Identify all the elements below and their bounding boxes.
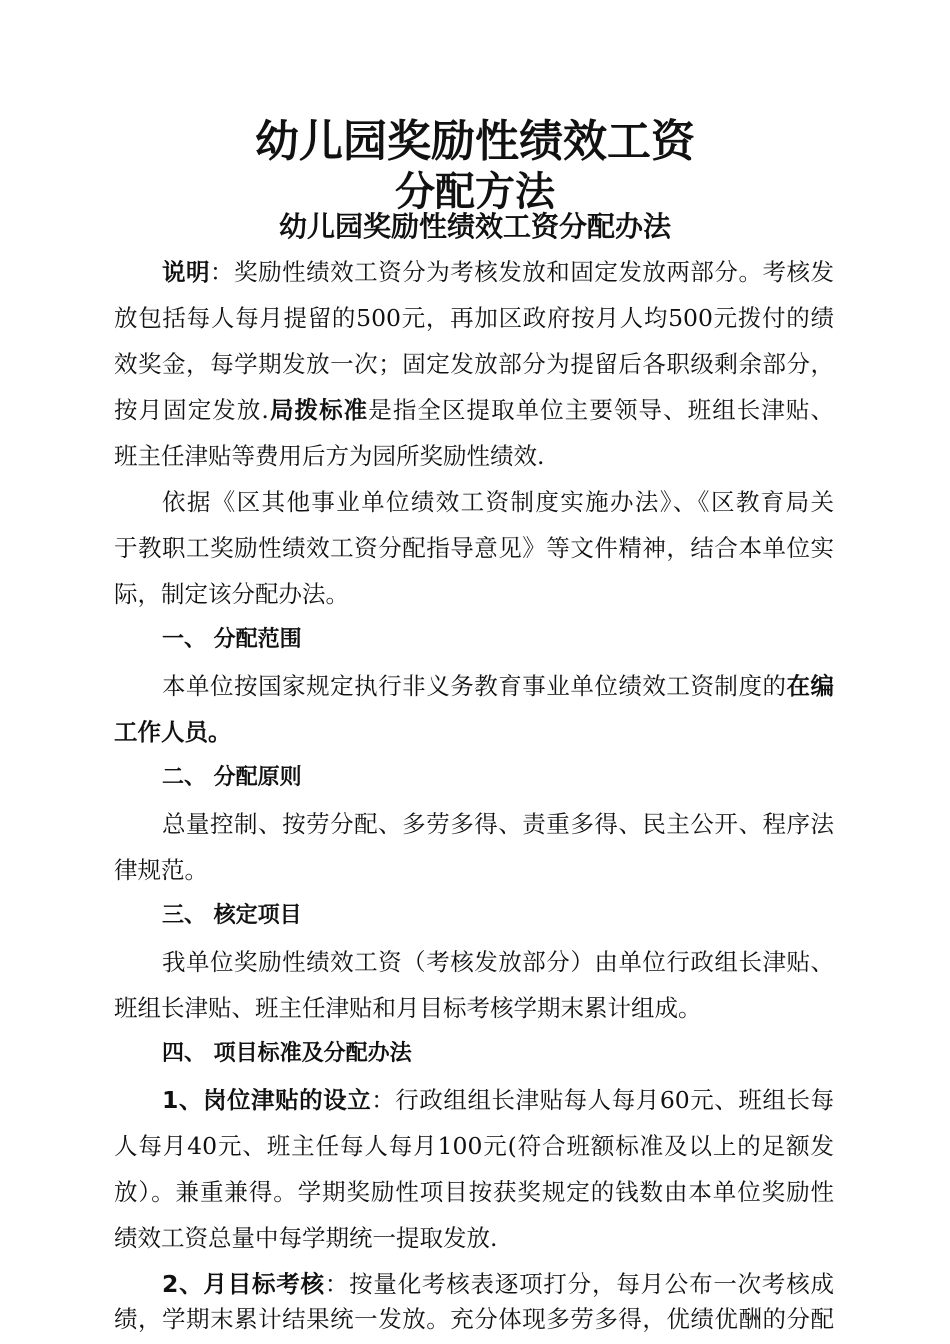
note-paragraph-line: 放包括每人每月提留的500元，再加区政府按月人均500元拨付的绩 [114,304,834,332]
basis-paragraph-line: 于教职工奖励性绩效工资分配指导意见》等文件精神，结合本单位实 [114,534,834,562]
item-text-line: 放）。兼重兼得。学期奖励性项目按获奖规定的钱数由本单位奖励性 [114,1178,834,1206]
section-text-line: 我单位奖励性绩效工资（考核发放部分）由单位行政组长津贴、 [162,948,834,976]
bureau-standard-term: 局拨标准 [268,396,369,424]
section-text-line: 总量控制、按劳分配、多劳多得、责重多得、民主公开、程序法 [162,810,834,838]
section-text-line: 律规范。 [114,856,208,884]
section-heading: 四、 项目标准及分配办法 [162,1041,412,1066]
section-text-line: 班组长津贴、班主任津贴和月目标考核学期末累计组成。 [114,994,702,1022]
item-text-line: 1、岗位津贴的设立：行政组组长津贴每人每月60元、班组长每 [162,1086,834,1114]
section-heading: 三、 核定项目 [162,903,302,928]
item-label: 2、月目标考核 [162,1270,325,1298]
document-title-line2: 分配方法 [395,169,555,215]
section-heading: 二、 分配原则 [162,765,302,790]
note-label: 说明 [162,258,211,286]
note-paragraph-line: 按月固定发放.局拨标准是指全区提取单位主要领导、班组长津贴、 [114,396,834,424]
basis-paragraph-line: 际，制定该分配办法。 [114,580,349,608]
item-text-line: 绩效工资总量中每学期统一提取发放. [114,1224,498,1252]
item-text-line: 绩，学期末累计结果统一发放。充分体现多劳多得，优绩优酬的分配 [114,1305,834,1333]
item-label: 1、岗位津贴的设立 [162,1086,372,1114]
document-title: 幼儿园奖励性绩效工资 [255,116,695,167]
note-paragraph-line: 说明：奖励性绩效工资分为考核发放和固定发放两部分。考核发 [162,258,834,286]
section-text-line: 本单位按国家规定执行非义务教育事业单位绩效工资制度的在编 [162,672,834,700]
basis-paragraph-line: 依据《区其他事业单位绩效工资制度实施办法》、《区教育局关 [162,488,834,516]
document-subtitle: 幼儿园奖励性绩效工资分配办法 [278,210,671,243]
section-heading: 一、 分配范围 [162,627,302,652]
note-paragraph-line: 班主任津贴等费用后方为园所奖励性绩效. [114,442,545,470]
note-paragraph-line: 效奖金，每学期发放一次；固定发放部分为提留后各职级剩余部分， [114,350,834,378]
section-text-line: 工作人员。 [114,718,232,746]
item-text-line: 人每月40元、班主任每人每月100元(符合班额标准及以上的足额发 [114,1132,834,1160]
item-text-line: 2、月目标考核：按量化考核表逐项打分，每月公布一次考核成 [162,1270,834,1298]
